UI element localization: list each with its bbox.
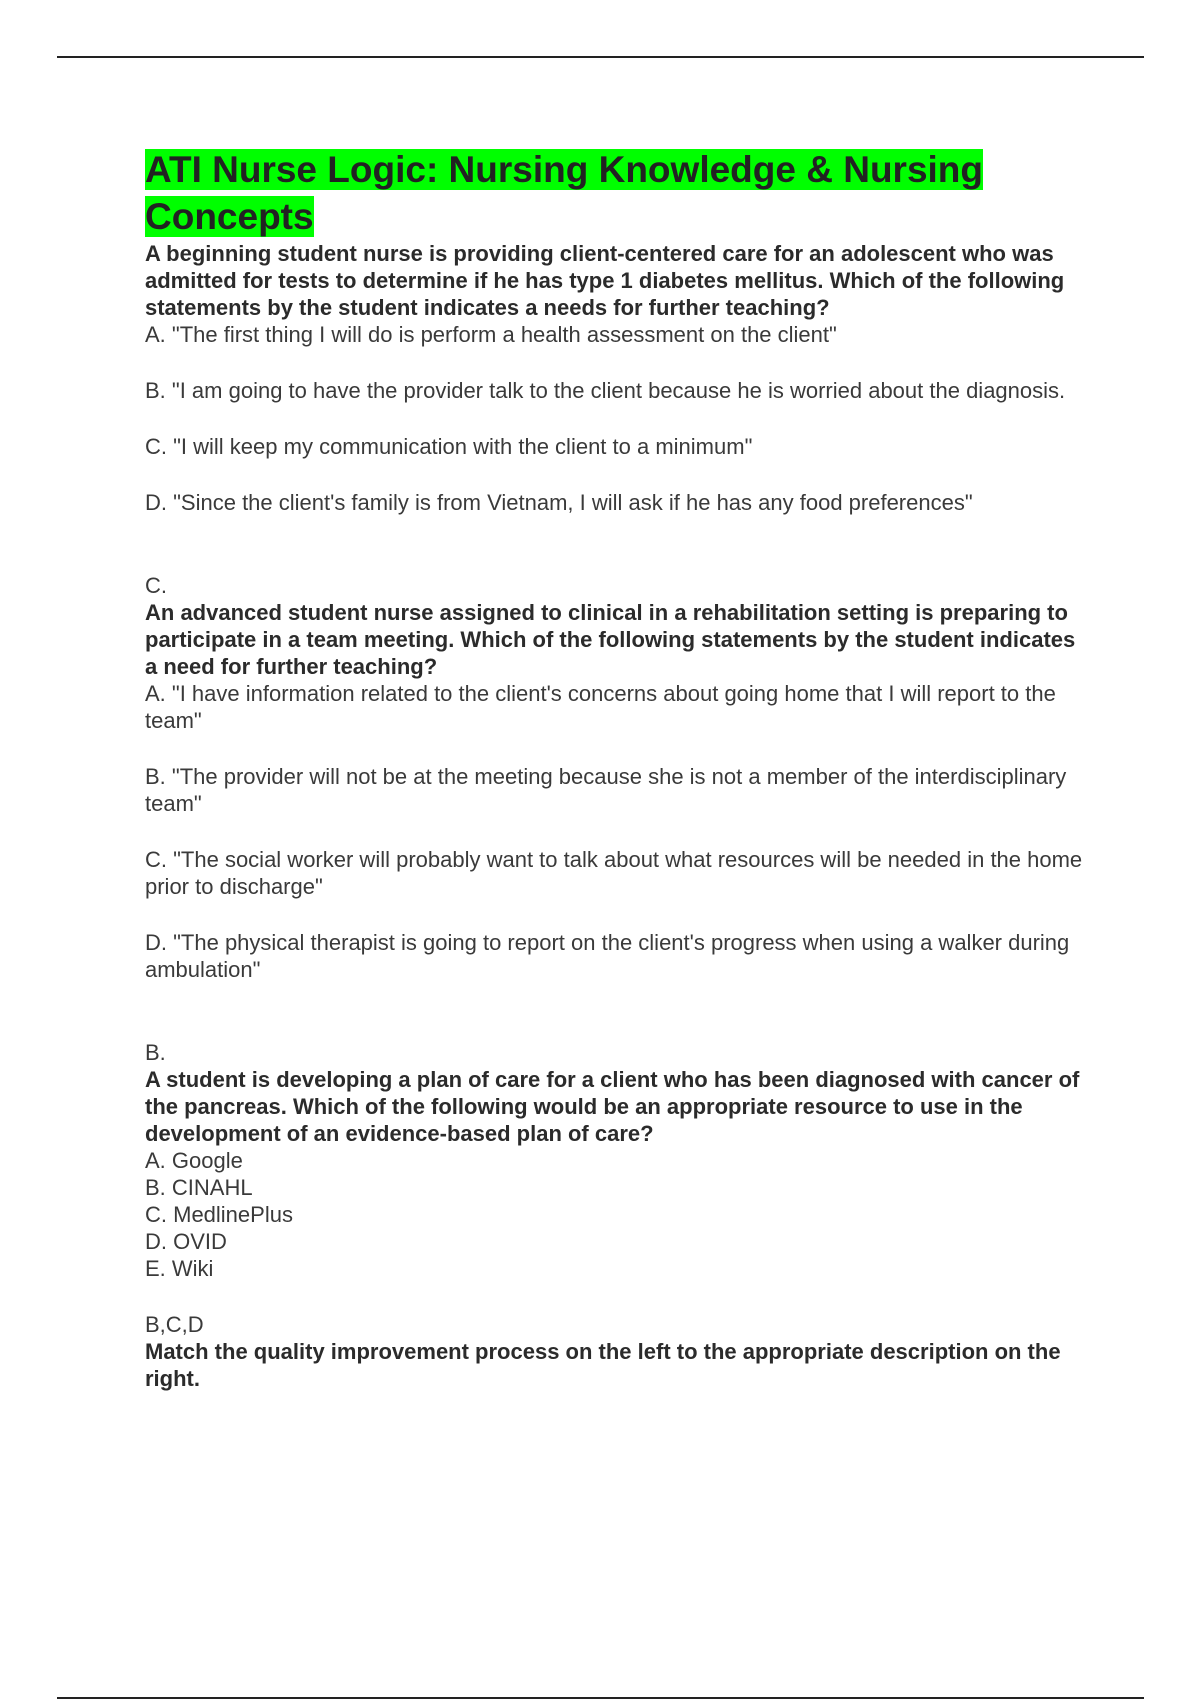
- answer-text: B,C,D: [145, 1312, 204, 1337]
- question-text: An advanced student nurse assigned to clinical in a rehabilitation setting is preparing to participate in a team meeting. Which of the following statements by the student indicates a need for further teaching?: [145, 600, 1076, 679]
- option-c: C. MedlinePlus: [145, 1202, 293, 1227]
- question-text: A beginning student nurse is providing client-centered care for an adolescent who was admitted for tests to determine if he has type 1 diabetes mellitus. Which of the following statements by the student indicates a needs for further teaching?: [145, 241, 1065, 320]
- question-block: [145, 599, 1090, 1066]
- option-c: C. "I will keep my communication with the client to a minimum": [145, 434, 753, 459]
- title-highlight: ATI Nurse Logic: Nursing Knowledge & Nursing Concepts: [145, 149, 984, 237]
- option-d: D. OVID: [145, 1229, 227, 1254]
- option-e: E. Wiki: [145, 1256, 214, 1281]
- question-text: Match the quality improvement process on the left to the appropriate description on the right.: [145, 1339, 1061, 1391]
- option-d: D. "Since the client's family is from Vietnam, I will ask if he has any food preferences": [145, 490, 973, 515]
- answer-text: C.: [145, 573, 167, 598]
- question-block: [145, 1338, 1090, 1392]
- option-b: B. "The provider will not be at the meeting because she is not a member of the interdisciplinary team": [145, 764, 1067, 816]
- answer-text: B.: [145, 1040, 166, 1065]
- document-body: [145, 146, 1090, 1392]
- option-a: A. "I have information related to the client's concerns about going home that I will report to the team": [145, 681, 1056, 733]
- option-d: D. "The physical therapist is going to report on the client's progress when using a walker during ambulation": [145, 930, 1070, 982]
- question-text: A student is developing a plan of care for a client who has been diagnosed with cancer of the pancreas. Which of the following would be an appropriate resource to use in the development of an evidence-based plan of care?: [145, 1067, 1080, 1146]
- option-c: C. "The social worker will probably want to talk about what resources will be needed in the home prior to discharge": [145, 847, 1083, 899]
- header-rule: [57, 56, 1144, 58]
- question-block: [145, 240, 1090, 599]
- document-title: [145, 146, 1090, 240]
- option-a: A. Google: [145, 1148, 243, 1173]
- option-b: B. "I am going to have the provider talk to the client because he is worried about the diagnosis.: [145, 378, 1066, 403]
- footer-rule: [57, 1697, 1144, 1699]
- option-b: B. CINAHL: [145, 1175, 253, 1200]
- option-a: A. "The first thing I will do is perform a health assessment on the client": [145, 322, 837, 347]
- question-block: [145, 1066, 1090, 1338]
